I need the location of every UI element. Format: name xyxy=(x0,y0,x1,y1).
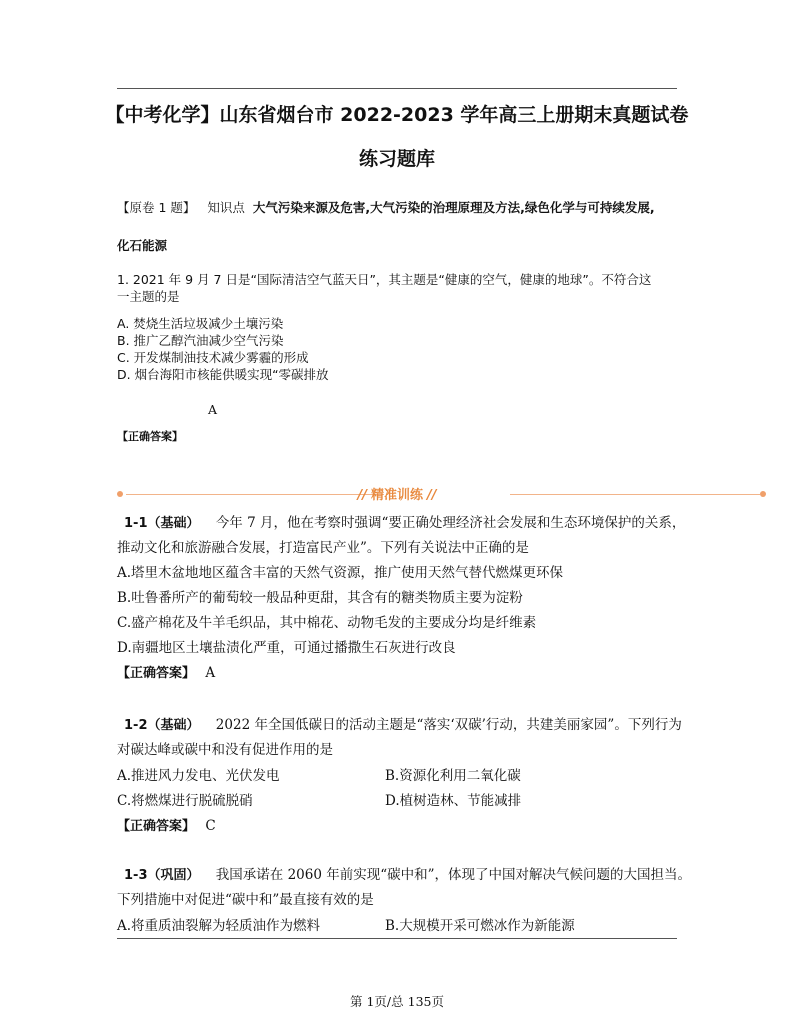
original-option-a: A. 焚烧生活垃圾减少土壤污染 xyxy=(117,316,284,331)
q2-answer-label: 【正确答案】 xyxy=(117,819,196,834)
q3-header xyxy=(124,863,691,883)
original-option-c: C. 开发煤制油技术减少雾霾的形成 xyxy=(117,350,309,365)
original-question-line1: 1. 2021 年 9 月 7 日是“国际清洁空气蓝天日”，其主题是“健康的空气，健康的地球”。不符合这 xyxy=(117,272,652,287)
q2-option-a: A.推进风力发电、光伏发电 xyxy=(117,768,280,784)
knowledge-point-text-cont: 化石能源 xyxy=(117,238,168,253)
q3-number: 1-3（巩固） xyxy=(124,868,200,883)
q1-option-a: A.塔里木盆地地区蕴含丰富的天然气资源，推广使用天然气替代燃煤更环保 xyxy=(117,565,564,581)
top-rule xyxy=(117,88,677,89)
q1-header xyxy=(124,511,685,531)
q3-option-b: B.大规模开采可燃冰作为新能源 xyxy=(385,918,575,934)
q1-line2: 推动文化和旅游融合发展，打造富民产业”。下列有关说法中正确的是 xyxy=(117,540,529,556)
original-tag: 【原卷 1 题】 xyxy=(117,200,196,215)
knowledge-point-label: 知识点 xyxy=(207,200,245,215)
q1-answer-label: 【正确答案】 xyxy=(117,666,196,681)
divider-line-right xyxy=(510,494,760,495)
q3-line2: 下列措施中对促进“碳中和”最直接有效的是 xyxy=(117,892,374,908)
original-option-b: B. 推广乙醇汽油减少空气污染 xyxy=(117,333,284,348)
q1-option-b: B.吐鲁番所产的葡萄较一般品种更甜，其含有的糖类物质主要为淀粉 xyxy=(117,590,523,606)
q1-answer-value: A xyxy=(205,665,216,681)
q2-answer-value: C xyxy=(205,818,216,834)
q3-option-a: A.将重质油裂解为轻质油作为燃料 xyxy=(117,918,321,934)
original-answer-label: 【正确答案】 xyxy=(117,430,183,443)
original-question-line2: 一主题的是 xyxy=(117,289,180,304)
q2-number: 1-2（基础） xyxy=(124,718,200,733)
page-subtitle: 练习题库 xyxy=(358,148,435,170)
q2-option-b: B.资源化利用二氧化碳 xyxy=(385,768,521,784)
knowledge-point-text: 大气污染来源及危害,大气污染的治理原理及方法,绿色化学与可持续发展, xyxy=(252,200,655,215)
q2-header xyxy=(124,713,682,733)
q1-option-d: D.南疆地区土壤盐渍化严重，可通过播撒生石灰进行改良 xyxy=(117,640,456,656)
q2-answer xyxy=(117,815,216,834)
q1-number: 1-1（基础） xyxy=(124,516,200,531)
original-header xyxy=(117,198,655,216)
q3-line1: 我国承诺在 2060 年前实现“碳中和”，体现了中国对解决气候问题的大国担当。 xyxy=(215,867,692,883)
original-answer-value: A xyxy=(208,402,218,417)
q2-option-c: C.将燃煤进行脱硫脱硝 xyxy=(117,793,253,809)
q1-answer xyxy=(117,662,215,681)
bottom-rule xyxy=(117,938,677,939)
q1-line1: 今年 7 月，他在考察时强调“要正确处理经济社会发展和生态环境保护的关系， xyxy=(215,515,686,531)
slash-icon-left: // xyxy=(357,488,367,503)
slash-icon-right: // xyxy=(427,488,437,503)
q2-option-d: D.植树造林、节能减排 xyxy=(385,793,522,809)
q1-option-c: C.盛产棉花及牛羊毛织品，其中棉花、动物毛发的主要成分均是纤维素 xyxy=(117,615,537,631)
q2-line2: 对碳达峰或碳中和没有促进作用的是 xyxy=(117,742,333,758)
page-footer: 第 1页/总 135页 xyxy=(350,994,444,1009)
q2-line1: 2022 年全国低碳日的活动主题是“落实‘双碳’行动，共建美丽家园”。下列行为 xyxy=(215,717,682,733)
divider-dot-right xyxy=(760,491,766,497)
section-label: 精准训练 xyxy=(370,488,423,503)
original-option-d: D. 烟台海阳市核能供暖实现“零碳排放 xyxy=(117,367,329,382)
page-title: 【中考化学】山东省烟台市 2022-2023 学年高三上册期末真题试卷 xyxy=(105,104,689,126)
